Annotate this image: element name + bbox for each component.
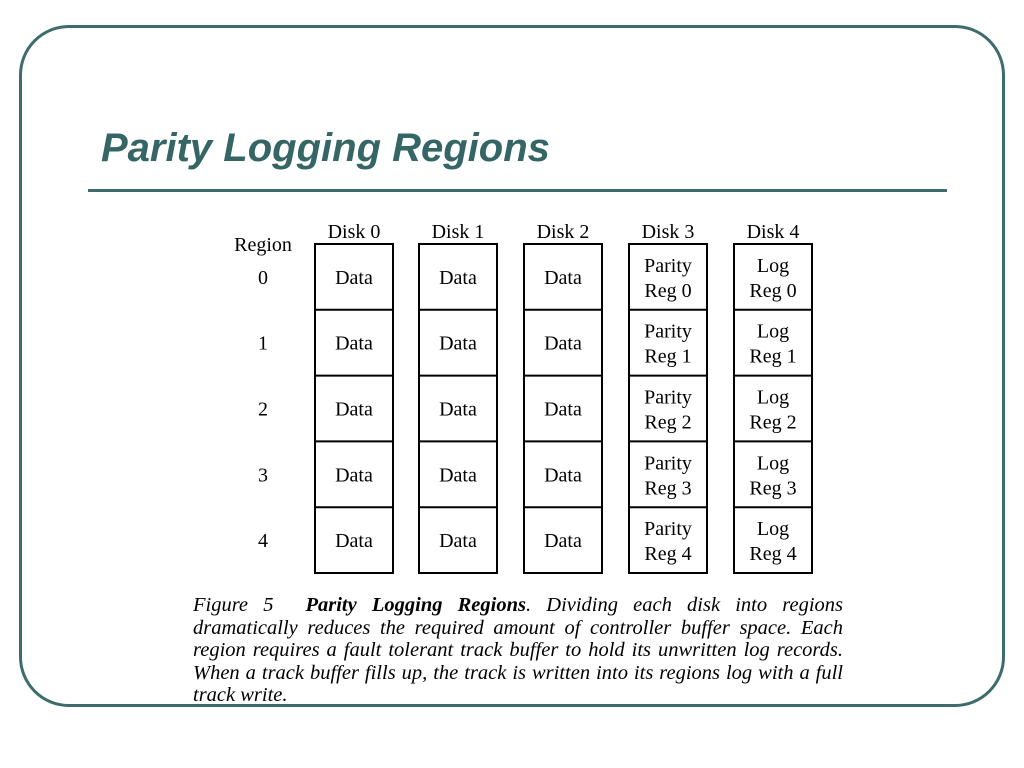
cell-label: Data [439, 464, 477, 487]
cell-label: Data [544, 530, 582, 553]
cell-label: Reg 3 [644, 477, 692, 500]
cell-label: Data [335, 332, 373, 355]
figure-title: Parity Logging Regions [305, 594, 526, 616]
figure-description: . Dividing each disk into regions dramatically reduces the required amount of controller buffer space. Each region requires a fault tolerant track buffer to hold its unwritten log records. When a track buffer fills up, the track is written into its regions log with a full track write. [193, 594, 843, 706]
cell-label: Data [544, 332, 582, 355]
cell-label: Log [756, 518, 790, 541]
cell-label: Data [544, 266, 582, 289]
cell-label: Data [439, 530, 477, 553]
region-label-3: 3 [258, 464, 268, 487]
cell-label: Log [756, 452, 790, 475]
cell-label: Reg 0 [644, 279, 692, 302]
cell-label: Log [756, 320, 790, 343]
cell-label: Data [544, 464, 582, 487]
cell-label: Log [756, 254, 790, 277]
cell-label: Reg 1 [644, 345, 692, 368]
cell-label: Parity [644, 386, 692, 409]
cell-label: Parity [644, 254, 692, 277]
figure-number: Figure 5 [193, 594, 274, 616]
region-label-1: 1 [258, 332, 268, 355]
disk-label-1: Disk 1 [431, 221, 485, 243]
cell-label: Parity [644, 320, 692, 343]
cell-label: Data [335, 530, 373, 553]
cell-label: Reg 4 [644, 543, 692, 566]
cell-label: Reg 2 [644, 411, 692, 434]
cell-label: Data [439, 266, 477, 289]
cell-label: Log [756, 386, 790, 409]
region-label-0: 0 [258, 266, 268, 289]
disk-label-3: Disk 3 [641, 221, 695, 243]
cell-label: Data [439, 398, 477, 421]
region-header: Region [234, 234, 292, 256]
cell-label: Data [439, 332, 477, 355]
slide-title: Parity Logging Regions [101, 126, 550, 170]
cell-label: Reg 1 [749, 345, 797, 368]
region-label-4: 4 [258, 530, 268, 553]
cell-label: Data [335, 464, 373, 487]
figure-caption [193, 594, 843, 707]
cell-label: Parity [644, 518, 692, 541]
cell-label: Reg 4 [749, 543, 797, 566]
cell-label: Data [335, 266, 373, 289]
cell-label: Parity [644, 452, 692, 475]
disk-label-0: Disk 0 [327, 221, 381, 243]
cell-label: Reg 0 [749, 279, 797, 302]
cell-label: Reg 3 [749, 477, 797, 500]
cell-label: Reg 2 [749, 411, 797, 434]
region-label-2: 2 [258, 398, 268, 421]
disk-label-2: Disk 2 [536, 221, 590, 243]
disk-label-4: Disk 4 [746, 221, 800, 243]
cell-label: Data [544, 398, 582, 421]
cell-label: Data [335, 398, 373, 421]
